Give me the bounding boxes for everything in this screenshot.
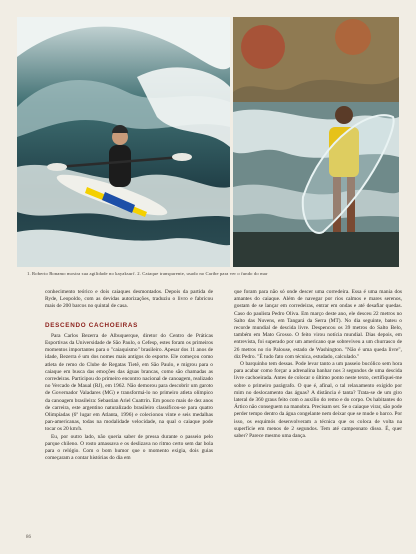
body-paragraph: que foram para não só onde descer uma corredeira. Essa é uma mania dos amantes do caiaque. Além de navegar por rios calmos e mares serenos, gostam de se lançar em corredeiras, entrar em ondas e até desafiar quedas. Caso do paulista Pedro Oliva. Em março deste ano, ele desceu 22 metros no Salto das Nuvens, em Tangará da Serra (MT). No dia seguinte, bateu o recorde mundial de descida livre. Despencou os 39 metros do Salto Belo, também em Mato Grosso. O feito virou notícia mundial. Dias depois, em entrevista, foi superado por um americano que sobreviveu a um churrasco de 26 metros no rio Palouse, estado de Washington. "Não é uma queda livre", diz Pedro. "É tudo fato com técnica, estudado, calculado." xyxy=(234,289,402,360)
kayak-surf-photo xyxy=(17,17,230,267)
text-column-left xyxy=(45,289,213,462)
body-paragraph: Eu, por outro lado, não queria saber de pressa durante o passeio pelo parque chileno. O rosto amassava e os deslizava no ritmo certo sem dar bola para o relógio. Com o bom humor que o momento exigia, dois guias começaram a contar histórias do dia em xyxy=(45,433,213,462)
body-paragraph: Para Carlos Bezerra de Albuquerque, diretor do Centro de Práticas Esportivas da Universidade de São Paulo, o Cefesp, estes foram os primeiros momentos importantes para o "caiaquismo" brasileiro. Apesar dos 11 anos de idade, Bezerra é um dos nomes mais antigos do esporte. Ele começou como atleta de remo do Clube de Regatas Tietê, em São Paulo, e migrou para o caiaque em busca das emoções das águas brancas, como são chamadas as corredeiras. Participou do primeiro encontro nacional de canoagem, realizado no Vercado de Maual (RJ), em 1962. Não demorou para descobrir um garoto de Governador Valadares (MG) e transformá-lo no primeiro atleta olímpico da canoagem brasileira: Sebastian Ariel Cuattrin. Em pouco mais de dez anos de carreira, este argentino naturalizado brasileiro classificou-se para quatro Olimpíadas (6º lugar em Atlanta, 1996) e colecionou vinte e seis medalhas pan-americanas, todas na modalidade velocidade, na qual o caiaque pode tocar os 20 km/h. xyxy=(45,332,213,433)
intro-paragraph: conhecimento teórico e dois caiaques desmontados. Depois da partida de Ryde, Leopoldo, com as devidas autorizações, traduziu o livro e fabricou mais de 200 barcos no quintal de casa. xyxy=(45,289,213,310)
transparent-kayak-photo xyxy=(233,17,399,267)
body-paragraph: O barquinho tem dessas. Pode levar tanto a um passeio bucólico sem hora para acabar como forçar a adrenalina banhar nos 3 segundos de uma descida livre cachoeirada. Antes de colocar o último ponto neste texto, certifiquei-me sobre o primeiro parágrafo. O que é, afinal, o tal relaxamento exigido por mim no deslocamento das águas? A distância é tanta? Trata-se de um giro lateral de 360 graus feito com o auxílio do remo e do corpo. Os habitantes do Ártico não conseguem na manobra. Precisam ser. Se o caiaque virar, são pode perder tempo dentro da água congelante nem deixar que se mude o barco. Por isso, os esquimós desenvolveram a técnica que os coloca de volta na superfície em menos de 2 segundos. Tem até campeonato disso. É, quer saber? Parece mesmo uma dança. xyxy=(234,361,402,440)
photo-caption: 1. Roberto Bonamo mostra sua agilidade no kayaksurf. 2. Caiaque transparente, usado no Caribe para ver o fundo do mar xyxy=(27,271,268,276)
text-column-right xyxy=(234,289,402,440)
section-subheading: DESCENDO CACHOEIRAS xyxy=(45,321,139,329)
page-number: 86 xyxy=(26,535,31,540)
